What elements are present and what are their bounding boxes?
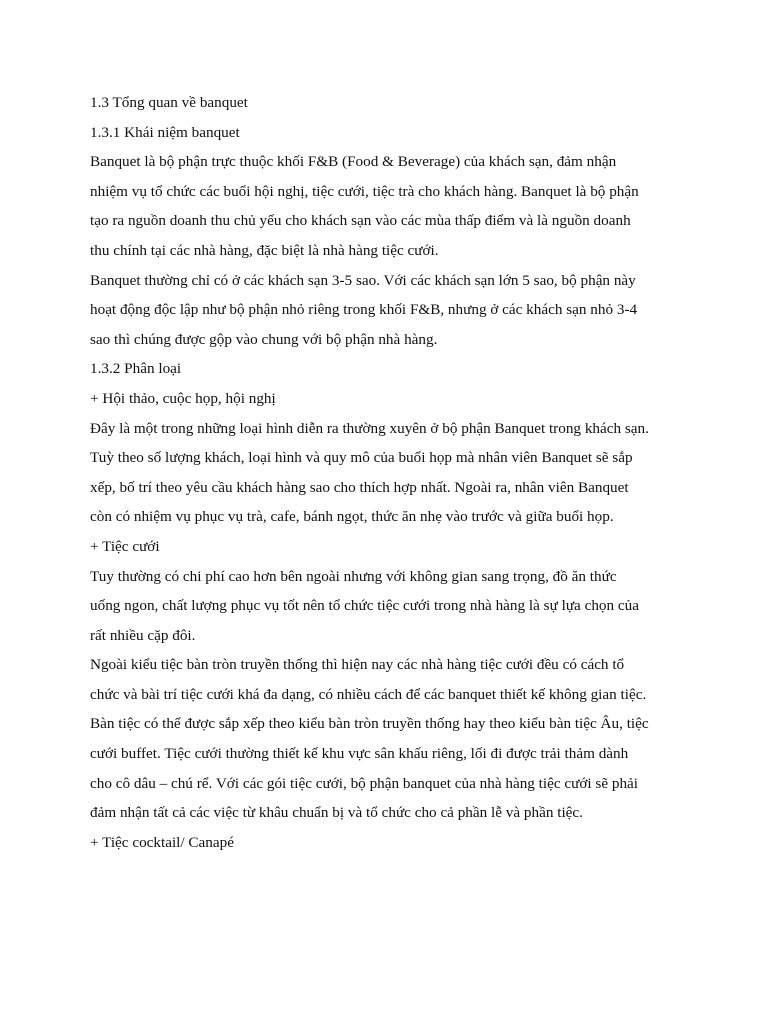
paragraph: Ngoài kiểu tiệc bàn tròn truyền thống thì hiện nay các nhà hàng tiệc cưới đều có cách tổ chức và bài trí tiệc cưới khá đa dạng, có nhiều cách để các banquet thiết kế không gian tiệc. Bàn tiệc có thể được sắp xếp theo kiểu bàn tròn truyền thống hay theo kiểu bàn tiệc Âu, tiệc cưới buffet. Tiệc cưới thường thiết kế khu vực sân khấu riêng, lối đi được trải thảm dành cho cô dâu – chú rể. Với các gói tiệc cưới, bộ phận banquet của nhà hàng tiệc cưới sẽ phải đảm nhận tất cả các việc từ khâu chuẩn bị và tổ chức cho cả phần lễ và phần tiệc.: [90, 656, 649, 822]
list-heading: + Tiệc cocktail/ Canapé: [90, 833, 234, 851]
paragraph: Banquet thường chỉ có ở các khách sạn 3-5 sao. Với các khách sạn lớn 5 sao, bộ phận này hoạt động độc lập như bộ phận nhỏ riêng trong khối F&B, nhưng ở các khách sạn nhỏ 3-4 sao thì chúng được gộp vào chung với bộ phận nhà hàng.: [90, 271, 638, 348]
paragraph: Banquet là bộ phận trực thuộc khối F&B (Food & Beverage) của khách sạn, đảm nhận nhiệm vụ tổ chức các buổi hội nghị, tiệc cưới, tiệc trà cho khách hàng. Banquet là bộ phận tạo ra nguồn doanh thu chủ yếu cho khách sạn vào các mùa thấp điểm và là nguồn doanh thu chính tại các nhà hàng, đặc biệt là nhà hàng tiệc cưới.: [90, 153, 639, 259]
section-heading: 1.3 Tổng quan về banquet: [90, 94, 248, 111]
document-body: [90, 88, 650, 857]
paragraph: Tuy thường có chi phí cao hơn bên ngoài nhưng với không gian sang trọng, đồ ăn thức uống ngon, chất lượng phục vụ tốt nên tổ chức tiệc cưới trong nhà hàng là sự lựa chọn của rất nhiều cặp đôi.: [90, 567, 639, 644]
paragraph: Đây là một trong những loại hình diễn ra thường xuyên ở bộ phận Banquet trong khách sạn. Tuỳ theo số lượng khách, loại hình và quy mô của buổi họp mà nhân viên Banquet sẽ sắp xếp, bố trí theo yêu cầu khách hàng sao cho thích hợp nhất. Ngoài ra, nhân viên Banquet còn có nhiệm vụ phục vụ trà, cafe, bánh ngọt, thức ăn nhẹ vào trước và giữa buổi họp.: [90, 419, 649, 526]
subsection-heading: 1.3.2 Phân loại: [90, 360, 182, 378]
subsection-heading: 1.3.1 Khái niệm banquet: [90, 123, 240, 141]
list-heading: + Hội thảo, cuộc họp, hội nghị: [90, 389, 276, 407]
list-heading: + Tiệc cưới: [90, 537, 160, 555]
